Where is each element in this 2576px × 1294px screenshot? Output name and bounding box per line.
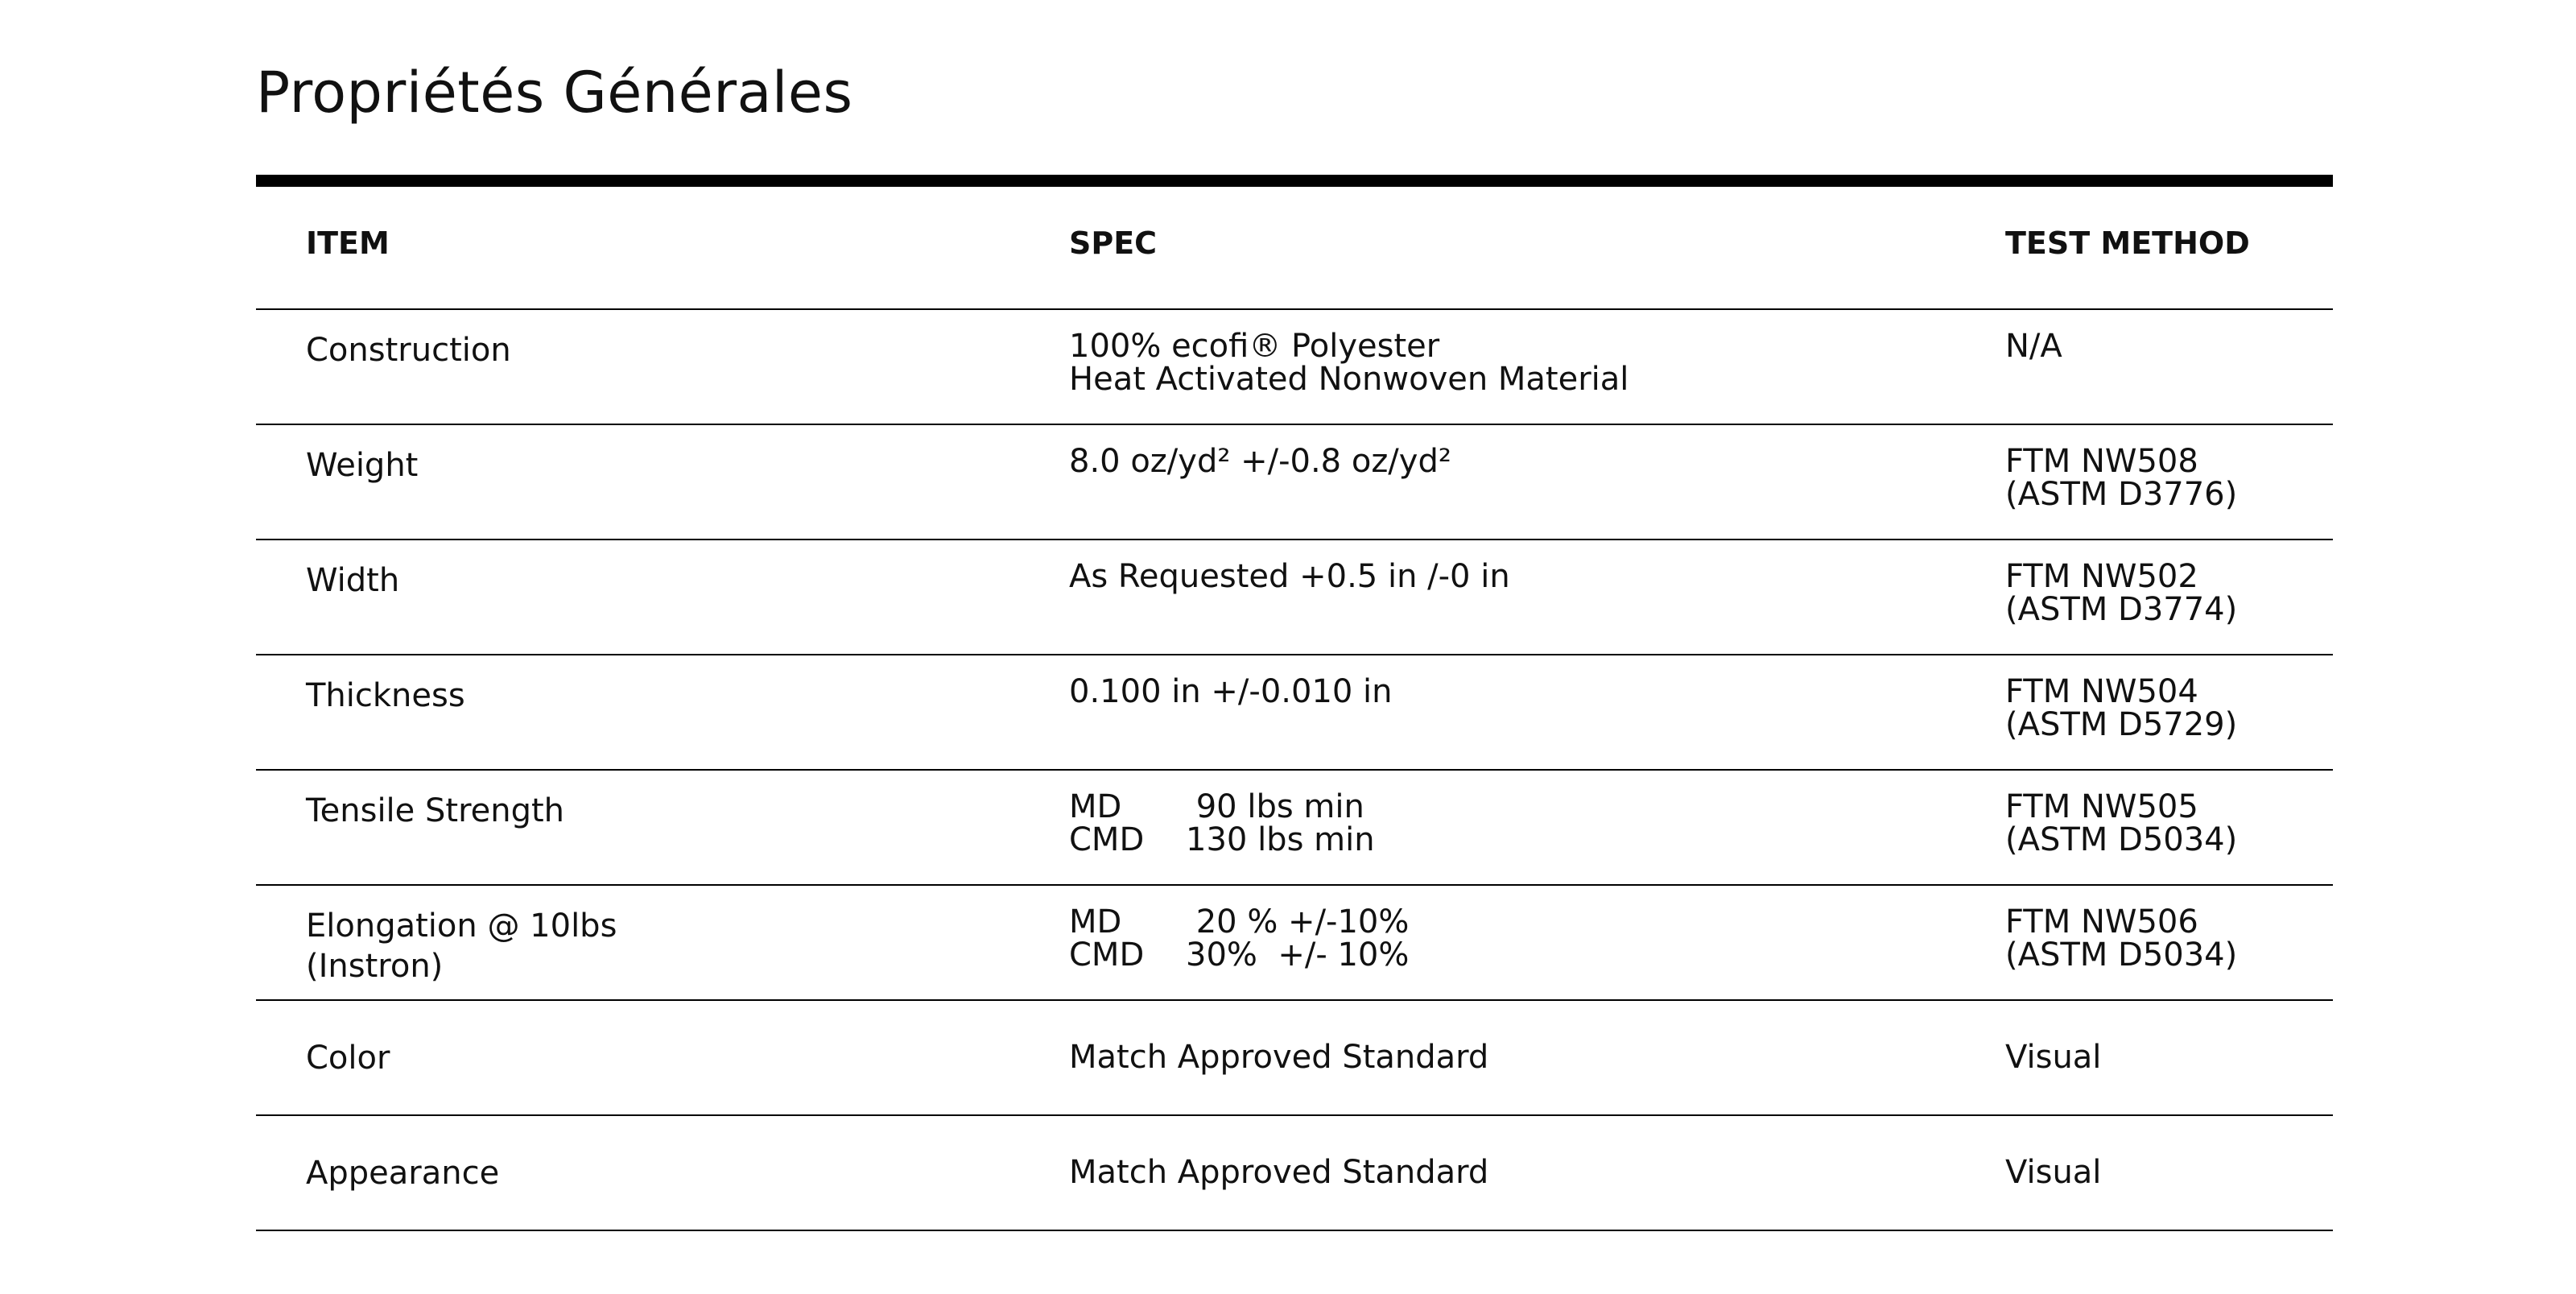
test-method-cell: [2005, 770, 2333, 885]
item-cell: [256, 770, 1069, 885]
test-method-standard: (ASTM D5034): [2005, 936, 2238, 974]
spec-cmd-value: 130 lbs min: [1186, 821, 1375, 858]
spec-cell: [1069, 424, 2005, 540]
item-cell: [256, 540, 1069, 655]
test-method-text: N/A: [2005, 328, 2062, 365]
column-header-spec: SPEC: [1069, 187, 2005, 309]
spec-cell: [1069, 655, 2005, 770]
column-header-item: ITEM: [256, 187, 1069, 309]
item-text: Color: [306, 1039, 390, 1077]
spec-md-value: 20 % +/-10%: [1186, 903, 1410, 941]
table-row: [256, 770, 2333, 885]
spec-cmd-line: [1069, 821, 2005, 858]
spec-text: Match Approved Standard: [1069, 1039, 1489, 1076]
test-method-cell: [2005, 540, 2333, 655]
item-cell: [256, 885, 1069, 1000]
test-method-text: FTM NW504: [2005, 673, 2198, 710]
item-text: Width: [306, 562, 400, 599]
test-method-standard: (ASTM D5729): [2005, 706, 2238, 743]
table-row: [256, 885, 2333, 1000]
item-text: Tensile Strength: [306, 792, 565, 829]
table-row: [256, 1115, 2333, 1230]
test-method-cell: [2005, 1115, 2333, 1230]
item-cell: [256, 424, 1069, 540]
spec-md-label: MD: [1069, 903, 1122, 941]
table-header-row: [256, 187, 2333, 309]
test-method-standard: (ASTM D5034): [2005, 821, 2238, 858]
spec-cmd-value: 30% +/- 10%: [1186, 936, 1410, 974]
spec-cell: [1069, 309, 2005, 424]
spec-md-line: [1069, 788, 2005, 825]
item-text: Appearance: [306, 1154, 500, 1192]
spec-text: 8.0 oz/yd² +/-0.8 oz/yd²: [1069, 443, 1451, 480]
item-text: Weight: [306, 447, 419, 484]
spec-text: 100% ecofi® Polyester: [1069, 328, 1440, 365]
item-text: Elongation @ 10lbs: [306, 907, 617, 945]
spec-cell: [1069, 540, 2005, 655]
item-subtext: (Instron): [306, 948, 444, 985]
table-row: [256, 1000, 2333, 1115]
table-row: [256, 540, 2333, 655]
item-text: Thickness: [306, 677, 465, 714]
test-method-text: FTM NW508: [2005, 443, 2198, 480]
item-cell: [256, 655, 1069, 770]
column-header-test-method: TEST METHOD: [2005, 187, 2333, 309]
spec-cmd-label: CMD: [1069, 936, 1145, 974]
spec-cmd-line: [1069, 936, 2005, 974]
properties-table: [256, 187, 2333, 1231]
spec-cmd-label: CMD: [1069, 821, 1145, 858]
test-method-cell: [2005, 309, 2333, 424]
test-method-text: Visual: [2005, 1039, 2102, 1076]
item-cell: [256, 309, 1069, 424]
test-method-standard: (ASTM D3774): [2005, 591, 2238, 628]
item-text: Construction: [306, 332, 511, 369]
spec-md-line: [1069, 903, 2005, 941]
test-method-cell: [2005, 655, 2333, 770]
spec-cell: [1069, 1115, 2005, 1230]
header-divider: [256, 175, 2333, 187]
test-method-cell: [2005, 1000, 2333, 1115]
test-method-cell: [2005, 424, 2333, 540]
spec-md-label: MD: [1069, 788, 1122, 825]
table-row: [256, 424, 2333, 540]
test-method-text: FTM NW505: [2005, 788, 2198, 825]
item-cell: [256, 1115, 1069, 1230]
page-title: Propriétés Générales: [256, 60, 853, 126]
test-method-text: FTM NW502: [2005, 558, 2198, 595]
table-row: [256, 309, 2333, 424]
table-row: [256, 655, 2333, 770]
test-method-cell: [2005, 885, 2333, 1000]
spec-text: Heat Activated Nonwoven Material: [1069, 361, 1629, 398]
item-cell: [256, 1000, 1069, 1115]
spec-md-value: 90 lbs min: [1186, 788, 1364, 825]
spec-cell: [1069, 770, 2005, 885]
spec-text: As Requested +0.5 in /-0 in: [1069, 558, 1510, 595]
spec-cell: [1069, 1000, 2005, 1115]
test-method-text: Visual: [2005, 1154, 2102, 1191]
test-method-text: FTM NW506: [2005, 903, 2198, 941]
spec-text: Match Approved Standard: [1069, 1154, 1489, 1191]
test-method-standard: (ASTM D3776): [2005, 476, 2238, 513]
spec-cell: [1069, 885, 2005, 1000]
spec-text: 0.100 in +/-0.010 in: [1069, 673, 1393, 710]
